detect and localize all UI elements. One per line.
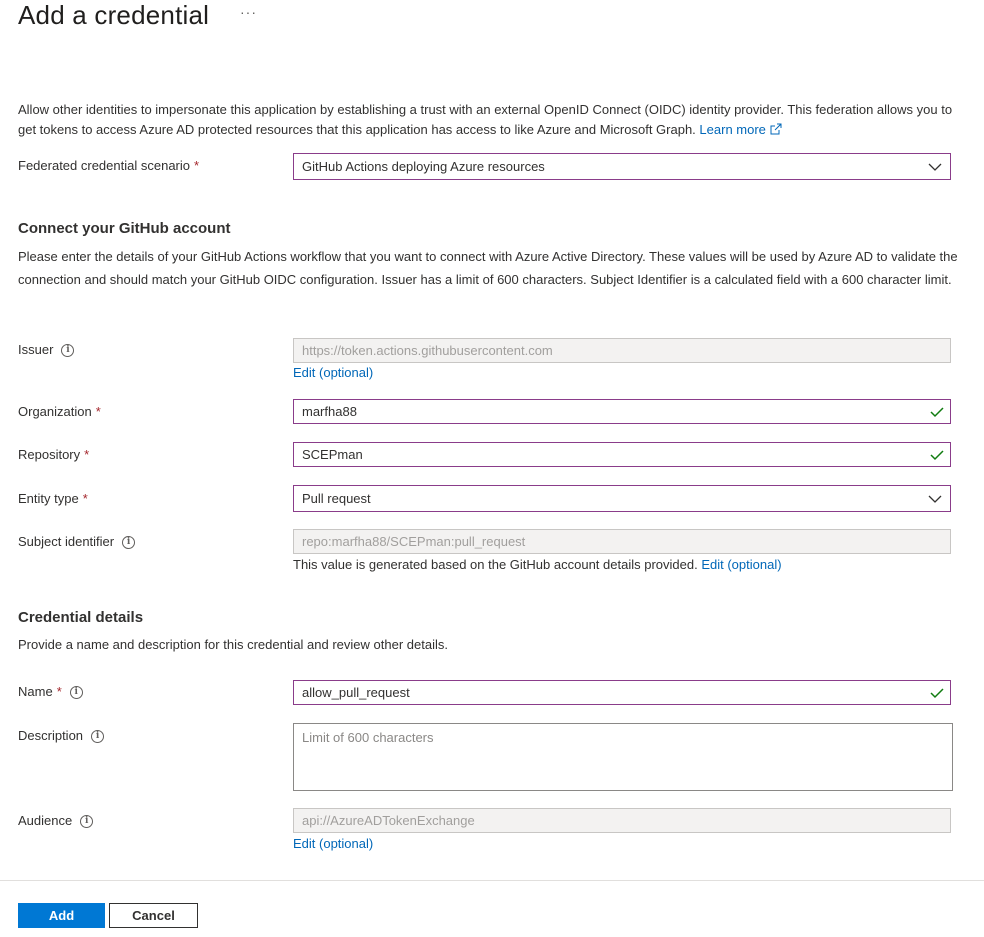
required-marker: *: [82, 491, 88, 506]
add-button[interactable]: Add: [18, 903, 105, 928]
external-link-icon: [770, 123, 782, 135]
entity-type-label: Entity type *: [18, 491, 88, 506]
required-marker: *: [194, 158, 200, 173]
info-icon[interactable]: i: [80, 815, 93, 828]
audience-field: api://AzureADTokenExchange: [293, 808, 951, 833]
required-marker: *: [56, 684, 62, 699]
info-icon[interactable]: i: [122, 536, 135, 549]
scenario-select[interactable]: [293, 153, 951, 180]
github-section-description: Please enter the details of your GitHub Actions workflow that you want to connect with Azure Active Directory. These values will be used by Azure AD to validate the connection and should match your GitHub OIDC configuration. Issuer has a limit of 600 characters. Subject Identifier is a calculated field with a 600 character limit.: [18, 249, 958, 287]
subject-identifier-note: This value is generated based on the GitHub account details provided. Edit (optional): [293, 557, 782, 572]
subject-edit-link[interactable]: Edit (optional): [701, 557, 782, 572]
name-label: Name * i: [18, 683, 83, 701]
more-options-icon[interactable]: ···: [240, 4, 257, 20]
repository-label: Repository *: [18, 447, 90, 462]
footer-divider: [0, 880, 984, 881]
repository-input[interactable]: SCEPman: [293, 442, 951, 467]
credential-section-heading: Credential details: [18, 609, 144, 626]
audience-label: Audience i: [18, 812, 93, 830]
required-marker: *: [84, 447, 90, 462]
chevron-down-icon: [928, 162, 942, 172]
organization-label: Organization *: [18, 404, 101, 419]
cancel-button[interactable]: Cancel: [109, 903, 198, 928]
issuer-edit-link[interactable]: Edit (optional): [293, 365, 374, 380]
checkmark-icon: [930, 687, 944, 699]
info-icon[interactable]: i: [61, 344, 74, 357]
subject-identifier-label: Subject identifier i: [18, 533, 135, 551]
name-input[interactable]: allow_pull_request: [293, 680, 951, 705]
checkmark-icon: [930, 406, 944, 418]
learn-more-link[interactable]: Learn more: [699, 122, 781, 137]
organization-input[interactable]: marfha88: [293, 399, 951, 424]
intro-text: [18, 100, 958, 140]
description-label: Description i: [18, 727, 104, 745]
scenario-label: Federated credential scenario *: [18, 158, 200, 173]
scenario-value: GitHub Actions deploying Azure resources: [302, 159, 545, 174]
page-title: Add a credential: [18, 0, 210, 30]
checkmark-icon: [930, 449, 944, 461]
intro-description: Allow other identities to impersonate this application by establishing a trust with an external OpenID Connect (OIDC) identity provider. This federation allows you to get tokens to access Azure AD protected resources that this application has access to like Azure and Microsoft Graph.: [18, 102, 953, 137]
entity-type-select[interactable]: Pull request: [293, 485, 951, 512]
issuer-label: Issuer i: [18, 341, 74, 359]
audience-edit-link[interactable]: Edit (optional): [293, 836, 374, 851]
info-icon[interactable]: i: [70, 686, 83, 699]
required-marker: *: [95, 404, 101, 419]
github-section-heading: Connect your GitHub account: [18, 220, 231, 237]
description-textarea[interactable]: [293, 723, 953, 791]
info-icon[interactable]: i: [91, 730, 104, 743]
credential-section-description: Provide a name and description for this credential and review other details.: [18, 637, 448, 652]
chevron-down-icon: [928, 494, 942, 504]
issuer-field: https://token.actions.githubusercontent.com: [293, 338, 951, 363]
description-placeholder: Limit of 600 characters: [302, 730, 434, 745]
subject-identifier-field: repo:marfha88/SCEPman:pull_request: [293, 529, 951, 554]
